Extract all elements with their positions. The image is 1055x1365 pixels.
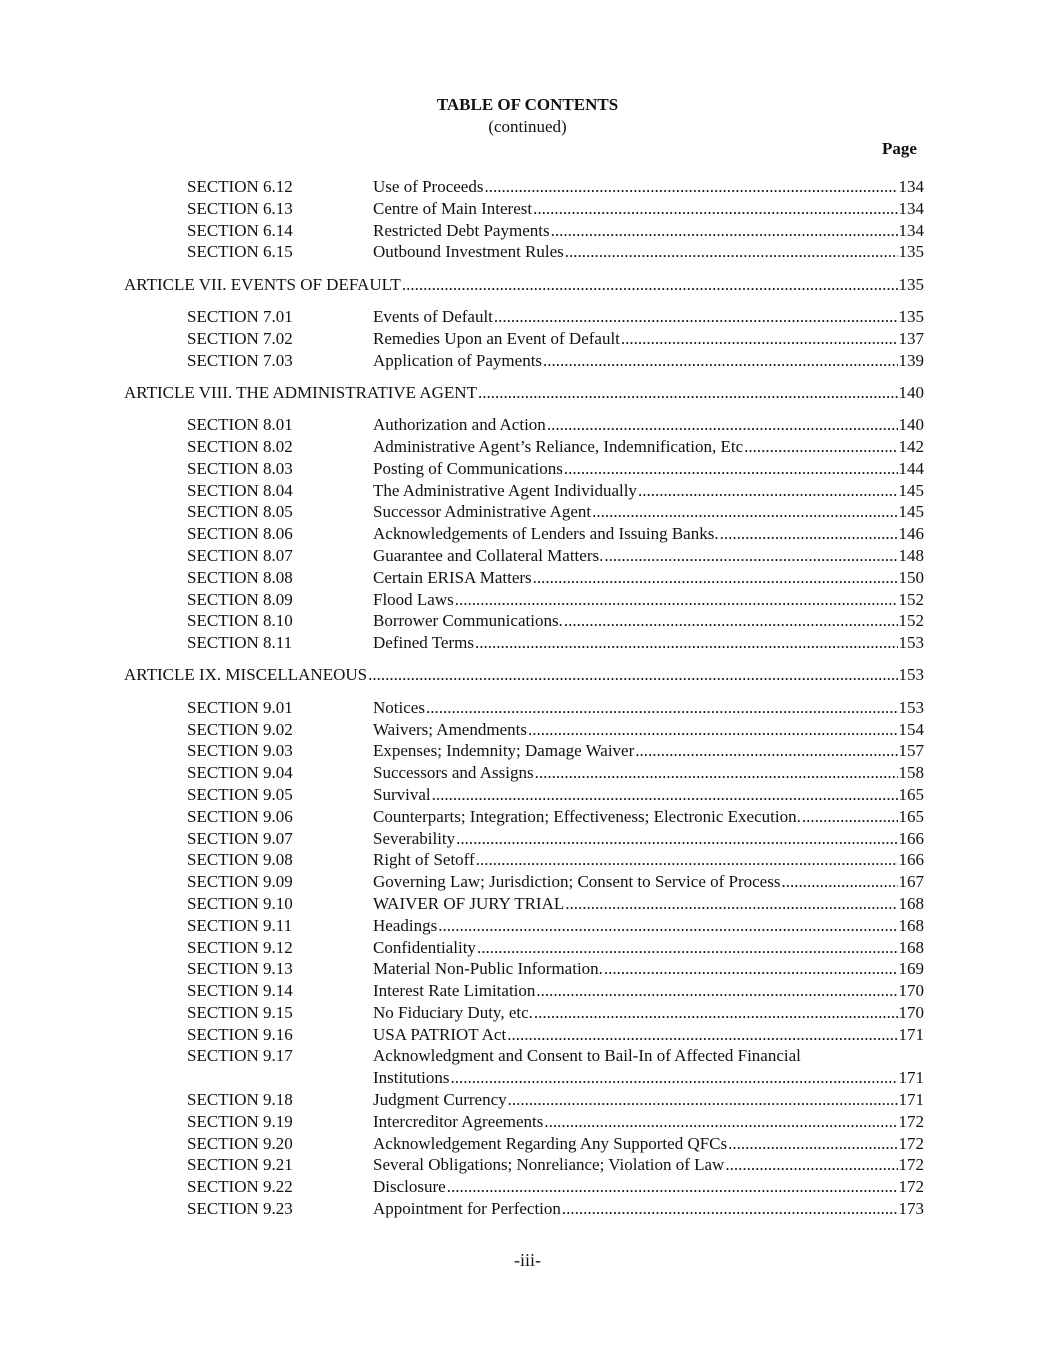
section-number: SECTION 9.10 (187, 893, 293, 913)
dot-leader (544, 1111, 897, 1133)
dot-leader (402, 274, 898, 296)
section-title: USA PATRIOT Act (373, 1024, 507, 1044)
section-number: SECTION 9.18 (187, 1090, 293, 1110)
table-of-contents (0, 176, 1055, 1220)
toc-group (0, 1089, 1055, 1220)
section-title: Outbound Investment Rules (373, 242, 564, 262)
article-title: ARTICLE IX. MISCELLANEOUS (124, 665, 368, 685)
section-number: SECTION 9.13 (187, 959, 293, 979)
dot-leader (565, 241, 898, 263)
section-title: Defined Terms (373, 633, 474, 653)
section-page: 135 (898, 306, 924, 326)
dot-leader (528, 719, 898, 741)
section-page: 168 (898, 893, 924, 913)
toc-group (0, 306, 1055, 371)
article-title: ARTICLE VIII. THE ADMINISTRATIVE AGENT (124, 382, 477, 402)
dot-leader (508, 1089, 898, 1111)
section-page: 167 (898, 872, 924, 892)
toc-section-row[interactable] (0, 1002, 1055, 1024)
dot-leader (592, 501, 897, 523)
dot-leader (543, 350, 897, 372)
toc-section-row[interactable] (0, 1133, 1055, 1155)
section-title: Headings (373, 915, 438, 935)
section-title: Authorization and Action (373, 415, 546, 435)
toc-article-row[interactable] (0, 664, 1055, 686)
toc-section-row[interactable] (0, 241, 1055, 263)
dot-leader (728, 1133, 897, 1155)
section-number: SECTION 9.09 (187, 872, 293, 892)
section-number: SECTION 8.06 (187, 524, 293, 544)
section-number: SECTION 9.05 (187, 784, 293, 804)
section-number: SECTION 9.14 (187, 981, 293, 1001)
section-title: Flood Laws (373, 589, 454, 609)
section-title: Waivers; Amendments (373, 719, 527, 739)
section-page: 146 (898, 524, 924, 544)
toc-section-row[interactable] (0, 958, 1055, 980)
section-number: SECTION 8.05 (187, 502, 293, 522)
section-number: SECTION 7.02 (187, 328, 293, 348)
section-page: 168 (898, 937, 924, 957)
section-page: 152 (898, 611, 924, 631)
toc-section-row[interactable] (0, 480, 1055, 502)
dot-leader (604, 545, 897, 567)
section-number: SECTION 9.04 (187, 763, 293, 783)
toc-section-row[interactable] (0, 306, 1055, 328)
page-number: -iii- (514, 1250, 541, 1270)
section-page: 158 (898, 763, 924, 783)
dot-leader (478, 382, 898, 404)
toc-section-row[interactable] (0, 937, 1055, 959)
section-title: Application of Payments (373, 350, 543, 370)
section-page: 172 (898, 1177, 924, 1197)
section-title-line1: Acknowledgment and Consent to Bail-In of Affected Financial (373, 1046, 801, 1066)
dot-leader (604, 958, 898, 980)
toc-section-row[interactable] (0, 828, 1055, 850)
toc-title: TABLE OF CONTENTS (436, 95, 619, 114)
section-title: Governing Law; Jurisdiction; Consent to Service of Process (373, 872, 781, 892)
dot-leader (621, 328, 898, 350)
section-page: 172 (898, 1155, 924, 1175)
dot-leader (447, 1176, 898, 1198)
toc-section-row[interactable] (0, 1154, 1055, 1176)
dot-leader (565, 893, 897, 915)
dot-leader (802, 806, 898, 828)
toc-section-row[interactable] (0, 176, 1055, 198)
section-number: SECTION 8.01 (187, 415, 293, 435)
toc-section-row[interactable] (0, 545, 1055, 567)
section-number: SECTION 8.11 (187, 633, 293, 653)
toc-article (0, 274, 1055, 296)
toc-section-row[interactable] (0, 1045, 1055, 1067)
section-title: WAIVER OF JURY TRIAL (373, 893, 565, 913)
section-page: 135 (898, 242, 924, 262)
section-page: 154 (898, 719, 924, 739)
section-number: SECTION 9.07 (187, 828, 293, 848)
section-page: 153 (898, 633, 924, 653)
section-title: Judgment Currency (373, 1090, 507, 1110)
dot-leader (455, 589, 898, 611)
section-title: Counterparts; Integration; Effectiveness; Electronic Execution. (373, 806, 801, 826)
section-title: Successor Administrative Agent (373, 502, 592, 522)
article-page: 140 (898, 382, 924, 402)
section-title: Survival (373, 784, 431, 804)
dot-leader (564, 458, 898, 480)
section-title: Material Non-Public Information. (373, 959, 603, 979)
toc-section-row[interactable] (0, 762, 1055, 784)
toc-section-row[interactable] (0, 849, 1055, 871)
section-page: 134 (898, 198, 924, 218)
section-page: 145 (898, 480, 924, 500)
section-number: SECTION 9.19 (187, 1111, 293, 1131)
section-number: SECTION 7.01 (187, 306, 293, 326)
toc-section-row[interactable] (0, 806, 1055, 828)
section-title: Interest Rate Limitation (373, 981, 536, 1001)
section-page: 137 (898, 328, 924, 348)
section-title: Use of Proceeds (373, 177, 484, 196)
toc-section-row[interactable] (0, 501, 1055, 523)
section-title: Borrower Communications. (373, 611, 563, 631)
toc-section-row[interactable] (0, 719, 1055, 741)
section-number: SECTION 6.14 (187, 220, 293, 240)
dot-leader (432, 784, 898, 806)
section-number: SECTION 8.04 (187, 480, 293, 500)
toc-section-row[interactable] (0, 414, 1055, 436)
dot-leader (456, 828, 897, 850)
dot-leader (725, 1154, 897, 1176)
article-page: 135 (898, 274, 924, 294)
section-title: Acknowledgement Regarding Any Supported QFCs (373, 1133, 728, 1153)
toc-section-row[interactable] (0, 328, 1055, 350)
section-title: Notices (373, 697, 425, 717)
section-number: SECTION 8.02 (187, 436, 293, 456)
dot-leader (535, 762, 898, 784)
toc-section-row[interactable] (0, 350, 1055, 372)
toc-section-row[interactable] (0, 220, 1055, 242)
article-page: 153 (898, 665, 924, 685)
section-number: SECTION 9.08 (187, 850, 293, 870)
toc-section-row[interactable] (0, 198, 1055, 220)
section-page: 140 (898, 415, 924, 435)
section-number: SECTION 9.12 (187, 937, 293, 957)
section-number: SECTION 9.03 (187, 741, 293, 761)
section-number: SECTION 6.15 (187, 242, 293, 262)
toc-section-row[interactable] (0, 893, 1055, 915)
section-title: Intercreditor Agreements (373, 1111, 544, 1131)
section-page: 150 (898, 567, 924, 587)
toc-section-row[interactable] (0, 1089, 1055, 1111)
section-number: SECTION 9.22 (187, 1177, 293, 1197)
toc-article-row[interactable] (0, 382, 1055, 404)
toc-article (0, 664, 1055, 686)
section-title: Severability (373, 828, 456, 848)
section-page: 166 (898, 850, 924, 870)
dot-leader (533, 567, 898, 589)
dot-leader (547, 414, 898, 436)
section-number: SECTION 6.12 (187, 177, 293, 196)
section-title: Events of Default (373, 306, 493, 326)
section-page: 172 (898, 1111, 924, 1131)
section-page: 169 (898, 959, 924, 979)
dot-leader (744, 436, 897, 458)
toc-section-row[interactable] (0, 567, 1055, 589)
toc-section-row[interactable] (0, 523, 1055, 545)
section-number: SECTION 6.13 (187, 198, 293, 218)
section-page: 171 (898, 1068, 924, 1088)
section-number: SECTION 9.02 (187, 719, 293, 739)
section-title: Several Obligations; Nonreliance; Violation of Law (373, 1155, 725, 1175)
section-number: SECTION 8.07 (187, 545, 293, 565)
toc-section-row[interactable] (0, 915, 1055, 937)
dot-leader (536, 980, 897, 1002)
section-page: 153 (898, 697, 924, 717)
section-number: SECTION 8.10 (187, 611, 293, 631)
section-page: 165 (898, 784, 924, 804)
section-title: The Administrative Agent Individually (373, 480, 637, 500)
toc-section-row[interactable] (0, 589, 1055, 611)
toc-section-row[interactable] (0, 697, 1055, 719)
dot-leader (638, 480, 898, 502)
dot-leader (781, 871, 897, 893)
dot-leader (507, 1024, 897, 1046)
dot-leader (720, 523, 898, 545)
section-title: Confidentiality (373, 937, 476, 957)
toc-section-row[interactable] (0, 871, 1055, 893)
dot-leader (533, 198, 897, 220)
section-page: 166 (898, 828, 924, 848)
section-page: 139 (898, 350, 924, 370)
toc-section-row[interactable] (0, 740, 1055, 762)
section-page: 144 (898, 458, 924, 478)
section-page: 152 (898, 589, 924, 609)
dot-leader (534, 1002, 898, 1024)
section-page: 134 (898, 220, 924, 240)
section-page: 142 (898, 436, 924, 456)
section-title-line2: Institutions (373, 1068, 450, 1088)
section-number: SECTION 9.06 (187, 806, 293, 826)
toc-section-row[interactable] (0, 610, 1055, 632)
dot-leader (551, 220, 898, 242)
dot-leader (475, 632, 898, 654)
toc-section-row[interactable] (0, 436, 1055, 458)
section-number: SECTION 9.17 (187, 1046, 293, 1066)
section-title: Restricted Debt Payments (373, 220, 550, 240)
section-title: Expenses; Indemnity; Damage Waiver (373, 741, 635, 761)
dot-leader (484, 176, 897, 198)
section-page: 170 (898, 1002, 924, 1022)
section-number: SECTION 9.21 (187, 1155, 293, 1175)
toc-section-row-continued[interactable] (0, 1067, 1055, 1089)
section-page: 145 (898, 502, 924, 522)
section-title: Right of Setoff (373, 850, 475, 870)
section-number: SECTION 8.08 (187, 567, 293, 587)
section-number: SECTION 9.11 (187, 915, 293, 935)
dot-leader (368, 664, 897, 686)
article-title: ARTICLE VII. EVENTS OF DEFAULT (124, 274, 401, 294)
dot-leader (562, 1198, 898, 1220)
section-title: Successors and Assigns (373, 763, 534, 783)
toc-section-row[interactable] (0, 784, 1055, 806)
section-page: 165 (898, 806, 924, 826)
page-column-label: Page (882, 139, 917, 158)
section-page: 157 (898, 741, 924, 761)
section-page: 171 (898, 1024, 924, 1044)
section-number: SECTION 8.09 (187, 589, 293, 609)
section-page: 134 (898, 177, 924, 196)
toc-group (0, 414, 1055, 654)
toc-subtitle: (continued) (488, 117, 567, 136)
section-title: Administrative Agent’s Reliance, Indemnification, Etc (373, 436, 744, 456)
toc-group (0, 176, 1055, 263)
section-page: 148 (898, 545, 924, 565)
section-title: Acknowledgements of Lenders and Issuing Banks. (373, 524, 719, 544)
section-page: 172 (898, 1133, 924, 1153)
section-title: Certain ERISA Matters (373, 567, 532, 587)
section-page: 171 (898, 1090, 924, 1110)
dot-leader (438, 915, 897, 937)
section-page: 168 (898, 915, 924, 935)
section-title: Appointment for Perfection (373, 1199, 561, 1219)
section-title: Remedies Upon an Event of Default (373, 328, 620, 348)
dot-leader (476, 849, 898, 871)
toc-article-row[interactable] (0, 274, 1055, 296)
section-page: 173 (898, 1199, 924, 1219)
section-number: SECTION 8.03 (187, 458, 293, 478)
dot-leader (564, 610, 898, 632)
section-title: Guarantee and Collateral Matters. (373, 545, 604, 565)
toc-section-row[interactable] (0, 1176, 1055, 1198)
section-number: SECTION 9.20 (187, 1133, 293, 1153)
section-title: Disclosure (373, 1177, 446, 1197)
section-number: SECTION 7.03 (187, 350, 293, 370)
toc-section-row[interactable] (0, 1024, 1055, 1046)
section-title: Centre of Main Interest (373, 198, 533, 218)
section-title: No Fiduciary Duty, etc. (373, 1002, 533, 1022)
dot-leader (494, 306, 898, 328)
toc-section-row[interactable] (0, 632, 1055, 654)
section-title: Posting of Communications (373, 458, 563, 478)
toc-article (0, 382, 1055, 404)
toc-group (0, 697, 1055, 1046)
section-number: SECTION 9.23 (187, 1199, 293, 1219)
toc-section-row[interactable] (0, 1198, 1055, 1220)
section-page: 170 (898, 981, 924, 1001)
section-number: SECTION 9.01 (187, 697, 293, 717)
section-number: SECTION 9.15 (187, 1002, 293, 1022)
section-number: SECTION 9.16 (187, 1024, 293, 1044)
dot-leader (451, 1067, 898, 1089)
dot-leader (477, 937, 898, 959)
toc-section-row[interactable] (0, 1111, 1055, 1133)
toc-section-row[interactable] (0, 458, 1055, 480)
toc-section-row[interactable] (0, 980, 1055, 1002)
dot-leader (635, 740, 897, 762)
dot-leader (426, 697, 898, 719)
